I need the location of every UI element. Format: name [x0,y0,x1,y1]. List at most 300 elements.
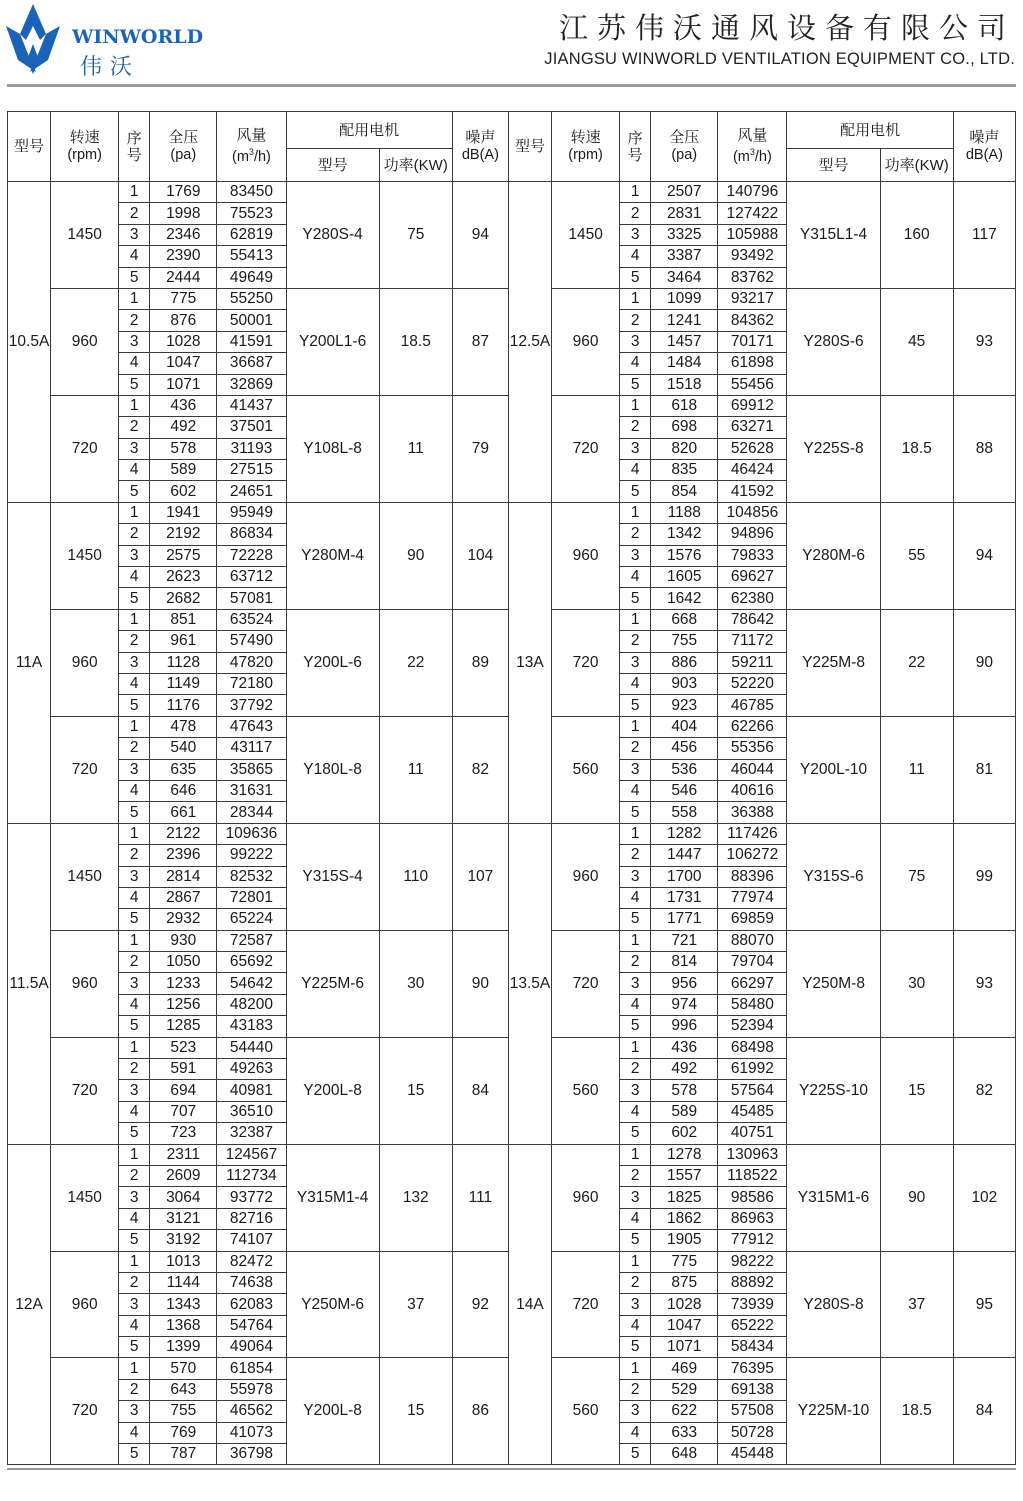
cell-pressure: 1047 [150,353,217,374]
cell-seq: 2 [119,631,150,652]
cell-pressure-right: 648 [651,1444,718,1465]
cell-flow-right: 83762 [718,267,787,288]
cell-pressure: 2444 [150,267,217,288]
cell-pressure: 635 [150,759,217,780]
cell-pressure-right: 3387 [651,246,718,267]
cell-seq: 3 [119,331,150,352]
cell-pressure-right: 589 [651,1101,718,1122]
cell-seq: 4 [119,567,150,588]
cell-seq-right: 4 [620,1422,651,1443]
col-model-right: 型号 [508,112,551,182]
cell-seq: 5 [119,588,150,609]
cell-seq: 1 [119,395,150,416]
cell-pressure-right: 633 [651,1422,718,1443]
cell-pressure: 787 [150,1444,217,1465]
cell-speed: 720 [51,1358,119,1465]
cell-pressure-right: 820 [651,438,718,459]
cell-motor-power: 15 [379,1037,452,1144]
col-motor-right: 配用电机 [787,112,953,149]
cell-seq-right: 5 [620,1337,651,1358]
cell-pressure-right: 1241 [651,310,718,331]
cell-flow-right: 58480 [718,994,787,1015]
cell-pressure-right: 456 [651,738,718,759]
cell-seq: 2 [119,1059,150,1080]
cell-speed-right: 960 [552,1144,620,1251]
cell-pressure-right: 1518 [651,374,718,395]
col-motor-model: 型号 [286,149,379,182]
cell-pressure: 707 [150,1101,217,1122]
cell-noise-right: 117 [953,182,1015,289]
cell-pressure-right: 1825 [651,1187,718,1208]
cell-seq-right: 4 [620,780,651,801]
cell-flow: 43183 [217,1016,286,1037]
cell-pressure-right: 1342 [651,524,718,545]
cell-pressure-right: 2831 [651,203,718,224]
cell-flow: 72801 [217,887,286,908]
cell-pressure-right: 1447 [651,845,718,866]
cell-seq-right: 5 [620,1444,651,1465]
cell-flow: 61854 [217,1358,286,1379]
cell-flow-right: 57564 [718,1080,787,1101]
cell-flow-right: 63271 [718,417,787,438]
cell-flow-right: 130963 [718,1144,787,1165]
cell-flow-right: 68498 [718,1037,787,1058]
cell-pressure-right: 903 [651,673,718,694]
cell-pressure: 1028 [150,331,217,352]
spec-table-wrapper [7,111,1016,1465]
cell-seq-right: 4 [620,1315,651,1336]
cell-speed: 720 [51,395,119,502]
cell-seq-right: 4 [620,673,651,694]
cell-pressure-right: 546 [651,780,718,801]
cell-motor-power-right: 37 [880,1251,953,1358]
cell-motor-power-right: 30 [880,930,953,1037]
cell-seq-right: 3 [620,866,651,887]
col-model: 型号 [8,112,51,182]
cell-pressure: 643 [150,1379,217,1400]
cell-seq-right: 5 [620,481,651,502]
cell-seq: 1 [119,823,150,844]
cell-pressure-right: 1278 [651,1144,718,1165]
cell-seq-right: 2 [620,310,651,331]
cell-pressure-right: 492 [651,1059,718,1080]
cell-motor-model-right: Y315S-6 [787,823,880,930]
col-noise-right: 噪声 dB(A) [953,112,1015,182]
cell-flow: 41437 [217,395,286,416]
cell-pressure: 1071 [150,374,217,395]
cell-pressure: 876 [150,310,217,331]
cell-pressure-right: 1028 [651,1294,718,1315]
cell-flow-right: 118522 [718,1165,787,1186]
cell-seq: 1 [119,930,150,951]
cell-flow-right: 40616 [718,780,787,801]
cell-seq-right: 1 [620,716,651,737]
cell-motor-model-right: Y280M-6 [787,502,880,609]
cell-model: 12A [8,1144,51,1465]
cell-noise: 87 [452,288,508,395]
cell-flow-right: 117426 [718,823,787,844]
cell-motor-power-right: 15 [880,1037,953,1144]
brand-name-en: WINWORLD [72,26,204,48]
col-seq [119,112,150,182]
cell-flow: 46562 [217,1401,286,1422]
cell-seq-right: 5 [620,1230,651,1251]
cell-seq-right: 5 [620,1123,651,1144]
cell-speed-right: 720 [552,930,620,1037]
cell-flow: 50001 [217,310,286,331]
cell-motor-power: 18.5 [379,288,452,395]
cell-flow-right: 93492 [718,246,787,267]
cell-seq: 1 [119,1251,150,1272]
cell-pressure-right: 618 [651,395,718,416]
cell-motor-model-right: Y280S-8 [787,1251,880,1358]
cell-pressure: 540 [150,738,217,759]
cell-pressure-right: 775 [651,1251,718,1272]
cell-pressure: 2932 [150,909,217,930]
cell-flow: 48200 [217,994,286,1015]
cell-flow-right: 46785 [718,695,787,716]
cell-seq: 3 [119,1080,150,1101]
cell-seq: 5 [119,1123,150,1144]
cell-motor-model: Y200L-8 [286,1037,379,1144]
cell-seq-right: 5 [620,374,651,395]
table-row [8,823,1016,844]
cell-flow: 27515 [217,460,286,481]
cell-flow: 31193 [217,438,286,459]
company-name-cn: 江苏伟沃通风设备有限公司 [558,11,1015,45]
cell-noise: 86 [452,1358,508,1465]
cell-flow-right: 40751 [718,1123,787,1144]
cell-flow-right: 52220 [718,673,787,694]
cell-flow: 62083 [217,1294,286,1315]
cell-pressure: 1256 [150,994,217,1015]
cell-seq-right: 3 [620,1187,651,1208]
cell-seq-right: 1 [620,395,651,416]
cell-seq-right: 1 [620,1251,651,1272]
table-row [8,182,1016,203]
cell-motor-model: Y280M-4 [286,502,379,609]
cell-noise: 104 [452,502,508,609]
cell-pressure: 1343 [150,1294,217,1315]
cell-motor-model: Y108L-8 [286,395,379,502]
cell-flow-right: 71172 [718,631,787,652]
cell-flow-right: 88396 [718,866,787,887]
cell-noise: 111 [452,1144,508,1251]
cell-pressure: 961 [150,631,217,652]
cell-seq: 5 [119,1230,150,1251]
cell-pressure-right: 1457 [651,331,718,352]
cell-flow: 47820 [217,652,286,673]
cell-seq-right: 1 [620,182,651,203]
cell-pressure-right: 886 [651,652,718,673]
cell-flow: 49649 [217,267,286,288]
cell-noise-right: 90 [953,609,1015,716]
cell-speed: 1450 [51,502,119,609]
cell-motor-model: Y280S-4 [286,182,379,289]
cell-flow-right: 88892 [718,1272,787,1293]
cell-pressure-right: 529 [651,1379,718,1400]
col-motor-model-right: 型号 [787,149,880,182]
cell-pressure-right: 698 [651,417,718,438]
cell-flow-right: 58434 [718,1337,787,1358]
cell-seq-right: 5 [620,1016,651,1037]
cell-pressure: 523 [150,1037,217,1058]
cell-seq-right: 2 [620,631,651,652]
cell-flow-right: 69859 [718,909,787,930]
cell-pressure: 1176 [150,695,217,716]
cell-flow-right: 98586 [718,1187,787,1208]
cell-flow-right: 57508 [718,1401,787,1422]
cell-seq: 2 [119,1272,150,1293]
cell-pressure: 1998 [150,203,217,224]
cell-flow: 54642 [217,973,286,994]
cell-seq-right: 4 [620,567,651,588]
cell-pressure-right: 974 [651,994,718,1015]
cell-flow: 47643 [217,716,286,737]
cell-flow-right: 61898 [718,353,787,374]
cell-flow: 82532 [217,866,286,887]
cell-seq: 3 [119,1401,150,1422]
table-row [8,502,1016,523]
cell-flow-right: 76395 [718,1358,787,1379]
cell-flow: 63524 [217,609,286,630]
cell-seq-right: 3 [620,545,651,566]
cell-speed: 960 [51,288,119,395]
cell-motor-model-right: Y280S-6 [787,288,880,395]
cell-pressure-right: 1605 [651,567,718,588]
cell-seq-right: 2 [620,1165,651,1186]
cell-seq-right: 5 [620,695,651,716]
cell-noise: 107 [452,823,508,930]
cell-seq-right: 3 [620,652,651,673]
cell-flow: 35865 [217,759,286,780]
cell-speed: 1450 [51,823,119,930]
cell-pressure: 1399 [150,1337,217,1358]
cell-pressure: 570 [150,1358,217,1379]
cell-flow-right: 77974 [718,887,787,908]
cell-seq-right: 4 [620,246,651,267]
cell-flow: 54440 [217,1037,286,1058]
cell-noise-right: 93 [953,288,1015,395]
cell-noise-right: 99 [953,823,1015,930]
cell-flow-right: 106272 [718,845,787,866]
cell-seq-right: 2 [620,952,651,973]
cell-motor-model-right: Y225S-8 [787,395,880,502]
cell-seq-right: 2 [620,738,651,759]
cell-seq-right: 2 [620,1272,651,1293]
cell-motor-model: Y315S-4 [286,823,379,930]
cell-motor-power-right: 22 [880,609,953,716]
cell-flow: 82716 [217,1208,286,1229]
cell-pressure: 2575 [150,545,217,566]
cell-pressure: 1128 [150,652,217,673]
cell-pressure: 661 [150,802,217,823]
cell-flow-right: 52394 [718,1016,787,1037]
cell-pressure-right: 469 [651,1358,718,1379]
cell-seq-right: 1 [620,502,651,523]
cell-seq: 2 [119,845,150,866]
cell-speed: 960 [51,609,119,716]
col-seq-right: 序号 [620,112,651,182]
cell-motor-model-right: Y315L1-4 [787,182,880,289]
cell-pressure: 1368 [150,1315,217,1336]
cell-pressure-right: 923 [651,695,718,716]
cell-motor-model-right: Y225M-8 [787,609,880,716]
header-divider [7,84,1016,87]
cell-speed: 960 [51,930,119,1037]
cell-pressure: 1941 [150,502,217,523]
cell-flow: 36510 [217,1101,286,1122]
cell-motor-power: 132 [379,1144,452,1251]
cell-pressure: 1050 [150,952,217,973]
cell-pressure-right: 1099 [651,288,718,309]
cell-seq: 2 [119,1379,150,1400]
cell-speed-right: 1450 [552,182,620,289]
cell-flow-right: 84362 [718,310,787,331]
cell-speed-right: 960 [552,823,620,930]
cell-flow: 49064 [217,1337,286,1358]
cell-flow: 55978 [217,1379,286,1400]
cell-model-right: 14A [508,1144,551,1465]
cell-pressure-right: 1700 [651,866,718,887]
cell-model-right: 13A [508,502,551,823]
cell-pressure-right: 721 [651,930,718,951]
cell-flow-right: 45448 [718,1444,787,1465]
cell-seq: 3 [119,652,150,673]
cell-motor-model: Y200L1-6 [286,288,379,395]
cell-flow: 75523 [217,203,286,224]
cell-pressure: 478 [150,716,217,737]
cell-flow-right: 69627 [718,567,787,588]
cell-pressure-right: 1576 [651,545,718,566]
cell-seq-right: 5 [620,588,651,609]
cell-flow: 82472 [217,1251,286,1272]
cell-flow: 40981 [217,1080,286,1101]
cell-speed-right: 560 [552,716,620,823]
cell-pressure-right: 875 [651,1272,718,1293]
cell-flow: 62819 [217,224,286,245]
cell-seq: 1 [119,182,150,203]
cell-flow-right: 98222 [718,1251,787,1272]
cell-seq: 2 [119,524,150,545]
cell-flow-right: 77912 [718,1230,787,1251]
cell-noise-right: 88 [953,395,1015,502]
cell-pressure-right: 1071 [651,1337,718,1358]
cell-seq-right: 1 [620,1358,651,1379]
cell-seq-right: 3 [620,1294,651,1315]
cell-pressure: 2346 [150,224,217,245]
col-motor-power: 功率(KW) [379,149,452,182]
cell-pressure: 2682 [150,588,217,609]
cell-pressure-right: 404 [651,716,718,737]
cell-seq: 3 [119,1294,150,1315]
cell-motor-model-right: Y315M1-6 [787,1144,880,1251]
cell-motor-power: 30 [379,930,452,1037]
cell-flow-right: 62380 [718,588,787,609]
cell-flow: 32387 [217,1123,286,1144]
cell-flow-right: 46044 [718,759,787,780]
cell-pressure: 2311 [150,1144,217,1165]
cell-speed-right: 720 [552,609,620,716]
cell-seq: 4 [119,673,150,694]
cell-pressure: 1149 [150,673,217,694]
cell-seq: 2 [119,952,150,973]
cell-noise-right: 81 [953,716,1015,823]
cell-seq-right: 2 [620,1379,651,1400]
brand-name-cn: 伟沃 [80,55,141,80]
cell-pressure: 775 [150,288,217,309]
cell-pressure: 2192 [150,524,217,545]
cell-seq: 2 [119,417,150,438]
cell-flow: 72228 [217,545,286,566]
cell-pressure: 1013 [150,1251,217,1272]
winworld-logo-icon [6,4,76,76]
cell-flow-right: 79833 [718,545,787,566]
cell-seq: 5 [119,909,150,930]
cell-flow-right: 78642 [718,609,787,630]
company-logo [6,4,204,80]
cell-pressure-right: 814 [651,952,718,973]
cell-seq-right: 3 [620,438,651,459]
cell-seq: 4 [119,353,150,374]
cell-motor-power-right: 90 [880,1144,953,1251]
table-header [8,112,1016,182]
cell-seq-right: 1 [620,1037,651,1058]
cell-seq: 2 [119,1165,150,1186]
cell-pressure-right: 996 [651,1016,718,1037]
cell-pressure: 2623 [150,567,217,588]
cell-model-right: 13.5A [508,823,551,1144]
cell-pressure-right: 854 [651,481,718,502]
cell-seq: 2 [119,738,150,759]
cell-flow: 37501 [217,417,286,438]
cell-seq-right: 2 [620,417,651,438]
cell-motor-power-right: 55 [880,502,953,609]
cell-pressure: 646 [150,780,217,801]
cell-pressure: 2122 [150,823,217,844]
cell-flow: 41073 [217,1422,286,1443]
cell-flow: 109636 [217,823,286,844]
cell-pressure-right: 536 [651,759,718,780]
cell-flow: 74638 [217,1272,286,1293]
cell-seq: 3 [119,759,150,780]
cell-noise-right: 94 [953,502,1015,609]
cell-seq: 4 [119,994,150,1015]
cell-flow-right: 86963 [718,1208,787,1229]
cell-motor-model: Y225M-6 [286,930,379,1037]
cell-motor-power: 110 [379,823,452,930]
cell-pressure-right: 602 [651,1123,718,1144]
cell-flow-right: 50728 [718,1422,787,1443]
cell-pressure-right: 1862 [651,1208,718,1229]
cell-motor-model: Y250M-6 [286,1251,379,1358]
cell-noise: 92 [452,1251,508,1358]
cell-pressure: 436 [150,395,217,416]
cell-pressure: 3192 [150,1230,217,1251]
cell-noise: 94 [452,182,508,289]
col-motor-power-right: 功率(KW) [880,149,953,182]
cell-seq-right: 4 [620,460,651,481]
col-speed-right: 转速 (rpm) [552,112,620,182]
col-flow: 风量 $(m^3/h)$ [217,112,286,182]
cell-pressure: 1233 [150,973,217,994]
cell-flow-right: 70171 [718,331,787,352]
cell-pressure-right: 1731 [651,887,718,908]
cell-noise: 90 [452,930,508,1037]
cell-speed: 1450 [51,1144,119,1251]
cell-flow-right: 61992 [718,1059,787,1080]
cell-flow: 124567 [217,1144,286,1165]
